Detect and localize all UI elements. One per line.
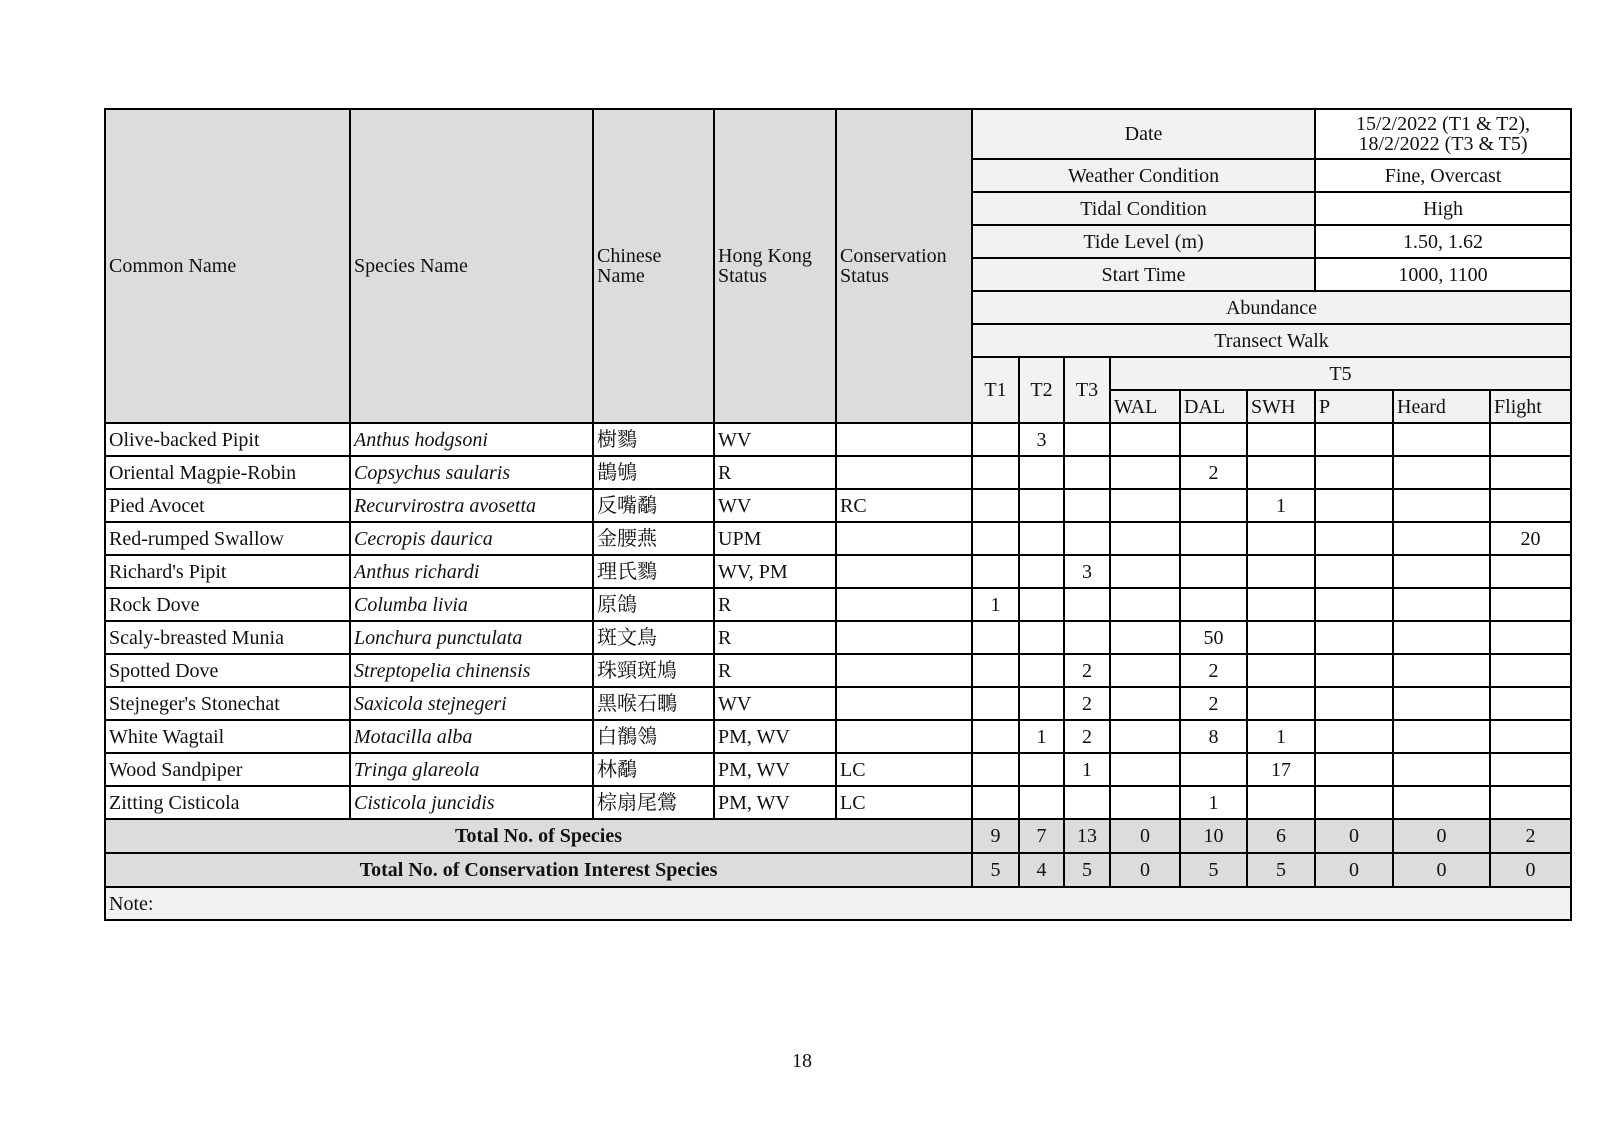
heard-count-cell: [1393, 588, 1490, 621]
heard-count-cell: [1393, 654, 1490, 687]
t2-count-cell: [1019, 555, 1064, 588]
common-name-cell: Zitting Cisticola: [105, 786, 350, 819]
total-species-heard: 0: [1393, 819, 1490, 853]
col-p: P: [1315, 390, 1393, 423]
conservation-status-cell: [836, 423, 972, 456]
chinese-name-cell: 林鷸: [593, 753, 714, 786]
t2-count-cell: [1019, 654, 1064, 687]
t1-count-cell: [972, 489, 1019, 522]
p-count-cell: [1315, 522, 1393, 555]
common-name-cell: Scaly-breasted Munia: [105, 621, 350, 654]
chinese-name-cell: 黑喉石䳭: [593, 687, 714, 720]
t2-count-cell: [1019, 621, 1064, 654]
chinese-name-cell: 白鶺鴒: [593, 720, 714, 753]
hk-status-cell: WV, PM: [714, 555, 836, 588]
dal-count-cell: 8: [1180, 720, 1247, 753]
wal-count-cell: [1110, 654, 1180, 687]
swh-count-cell: 17: [1247, 753, 1315, 786]
t2-count-cell: [1019, 489, 1064, 522]
t3-count-cell: 2: [1064, 654, 1110, 687]
dal-count-cell: [1180, 555, 1247, 588]
table-row: [105, 456, 1571, 489]
dal-count-cell: 2: [1180, 456, 1247, 489]
heard-count-cell: [1393, 423, 1490, 456]
t1-count-cell: [972, 522, 1019, 555]
flight-count-cell: [1490, 555, 1571, 588]
wal-count-cell: [1110, 489, 1180, 522]
swh-count-cell: [1247, 654, 1315, 687]
hk-status-cell: WV: [714, 423, 836, 456]
t2-count-cell: 1: [1019, 720, 1064, 753]
total-conservation-t2: 4: [1019, 853, 1064, 887]
start-time-value: 1000, 1100: [1315, 258, 1571, 291]
p-count-cell: [1315, 588, 1393, 621]
species-name-cell: Copsychus saularis: [350, 456, 593, 489]
swh-count-cell: [1247, 555, 1315, 588]
heard-count-cell: [1393, 522, 1490, 555]
wal-count-cell: [1110, 621, 1180, 654]
hk-status-cell: PM, WV: [714, 720, 836, 753]
flight-count-cell: [1490, 654, 1571, 687]
hk-status-cell: WV: [714, 687, 836, 720]
total-species-dal: 10: [1180, 819, 1247, 853]
heard-count-cell: [1393, 621, 1490, 654]
species-name-cell: Saxicola stejnegeri: [350, 687, 593, 720]
total-conservation-label: Total No. of Conservation Interest Species: [105, 853, 972, 887]
conservation-status-cell: [836, 456, 972, 489]
t1-count-cell: [972, 786, 1019, 819]
dal-count-cell: [1180, 522, 1247, 555]
p-count-cell: [1315, 456, 1393, 489]
table-row: [105, 621, 1571, 654]
common-name-cell: Olive-backed Pipit: [105, 423, 350, 456]
hk-status-cell: UPM: [714, 522, 836, 555]
col-swh: SWH: [1247, 390, 1315, 423]
wal-count-cell: [1110, 555, 1180, 588]
col-wal: WAL: [1110, 390, 1180, 423]
total-species-t2: 7: [1019, 819, 1064, 853]
swh-count-cell: [1247, 456, 1315, 489]
t2-count-cell: [1019, 687, 1064, 720]
tidal-label: Tidal Condition: [972, 192, 1315, 225]
t3-count-cell: [1064, 423, 1110, 456]
common-name-cell: White Wagtail: [105, 720, 350, 753]
t3-count-cell: [1064, 786, 1110, 819]
species-name-cell: Streptopelia chinensis: [350, 654, 593, 687]
page-number: 18: [792, 1050, 812, 1072]
t2-count-cell: [1019, 456, 1064, 489]
t3-count-cell: [1064, 588, 1110, 621]
hk-status-cell: R: [714, 588, 836, 621]
bird-survey-table: [104, 108, 1572, 921]
common-name-cell: Richard's Pipit: [105, 555, 350, 588]
total-conservation-p: 0: [1315, 853, 1393, 887]
total-conservation-swh: 5: [1247, 853, 1315, 887]
species-name-cell: Anthus richardi: [350, 555, 593, 588]
flight-count-cell: [1490, 456, 1571, 489]
conservation-status-cell: [836, 654, 972, 687]
chinese-name-cell: 反嘴鷸: [593, 489, 714, 522]
conservation-status-cell: [836, 720, 972, 753]
t1-count-cell: [972, 621, 1019, 654]
p-count-cell: [1315, 423, 1393, 456]
date-value: 15/2/2022 (T1 & T2), 18/2/2022 (T3 & T5): [1315, 109, 1571, 159]
t3-count-cell: 2: [1064, 687, 1110, 720]
heard-count-cell: [1393, 555, 1490, 588]
col-t5: T5: [1110, 357, 1571, 390]
header-hk-status: Hong Kong Status: [714, 109, 836, 423]
col-heard: Heard: [1393, 390, 1490, 423]
wal-count-cell: [1110, 588, 1180, 621]
chinese-name-cell: 鵲鴝: [593, 456, 714, 489]
dal-count-cell: 50: [1180, 621, 1247, 654]
total-species-t3: 13: [1064, 819, 1110, 853]
dal-count-cell: 2: [1180, 654, 1247, 687]
table-row: [105, 522, 1571, 555]
total-conservation-flight: 0: [1490, 853, 1571, 887]
table-row: [105, 555, 1571, 588]
t3-count-cell: 3: [1064, 555, 1110, 588]
swh-count-cell: [1247, 786, 1315, 819]
header-species-name: Species Name: [350, 109, 593, 423]
swh-count-cell: 1: [1247, 720, 1315, 753]
p-count-cell: [1315, 654, 1393, 687]
p-count-cell: [1315, 786, 1393, 819]
common-name-cell: Wood Sandpiper: [105, 753, 350, 786]
flight-count-cell: [1490, 687, 1571, 720]
table-row: [105, 687, 1571, 720]
p-count-cell: [1315, 555, 1393, 588]
hk-status-cell: R: [714, 456, 836, 489]
t1-count-cell: [972, 555, 1019, 588]
header-chinese-name: Chinese Name: [593, 109, 714, 423]
t3-count-cell: [1064, 489, 1110, 522]
chinese-name-cell: 斑文鳥: [593, 621, 714, 654]
species-name-cell: Lonchura punctulata: [350, 621, 593, 654]
wal-count-cell: [1110, 687, 1180, 720]
conservation-status-cell: [836, 621, 972, 654]
col-t3: T3: [1064, 357, 1110, 423]
common-name-cell: Pied Avocet: [105, 489, 350, 522]
col-dal: DAL: [1180, 390, 1247, 423]
chinese-name-cell: 珠頸斑鳩: [593, 654, 714, 687]
species-name-cell: Cisticola juncidis: [350, 786, 593, 819]
wal-count-cell: [1110, 720, 1180, 753]
swh-count-cell: [1247, 423, 1315, 456]
hk-status-cell: PM, WV: [714, 786, 836, 819]
total-conservation-t3: 5: [1064, 853, 1110, 887]
t3-count-cell: 1: [1064, 753, 1110, 786]
total-species-swh: 6: [1247, 819, 1315, 853]
wal-count-cell: [1110, 753, 1180, 786]
chinese-name-cell: 樹鷚: [593, 423, 714, 456]
dal-count-cell: [1180, 423, 1247, 456]
table-row: [105, 654, 1571, 687]
conservation-status-cell: [836, 522, 972, 555]
common-name-cell: Rock Dove: [105, 588, 350, 621]
species-name-cell: Motacilla alba: [350, 720, 593, 753]
chinese-name-cell: 棕扇尾鶯: [593, 786, 714, 819]
weather-label: Weather Condition: [972, 159, 1315, 192]
chinese-name-cell: 原鴿: [593, 588, 714, 621]
heard-count-cell: [1393, 489, 1490, 522]
flight-count-cell: [1490, 786, 1571, 819]
total-conservation-heard: 0: [1393, 853, 1490, 887]
table-row: [105, 720, 1571, 753]
hk-status-cell: R: [714, 621, 836, 654]
tidal-value: High: [1315, 192, 1571, 225]
conservation-status-cell: RC: [836, 489, 972, 522]
species-name-cell: Anthus hodgsoni: [350, 423, 593, 456]
start-time-label: Start Time: [972, 258, 1315, 291]
dal-count-cell: 1: [1180, 786, 1247, 819]
table-row: [105, 588, 1571, 621]
total-conservation-wal: 0: [1110, 853, 1180, 887]
t1-count-cell: [972, 423, 1019, 456]
table-row: [105, 753, 1571, 786]
header-common-name: Common Name: [105, 109, 350, 423]
chinese-name-cell: 理氏鷚: [593, 555, 714, 588]
t3-count-cell: 2: [1064, 720, 1110, 753]
table-row: [105, 786, 1571, 819]
wal-count-cell: [1110, 456, 1180, 489]
flight-count-cell: [1490, 753, 1571, 786]
heard-count-cell: [1393, 753, 1490, 786]
p-count-cell: [1315, 720, 1393, 753]
total-species-p: 0: [1315, 819, 1393, 853]
species-name-cell: Cecropis daurica: [350, 522, 593, 555]
table-row: [105, 489, 1571, 522]
date-label: Date: [972, 109, 1315, 159]
p-count-cell: [1315, 621, 1393, 654]
conservation-status-cell: [836, 555, 972, 588]
t2-count-cell: [1019, 522, 1064, 555]
swh-count-cell: [1247, 588, 1315, 621]
tide-level-value: 1.50, 1.62: [1315, 225, 1571, 258]
t1-count-cell: 1: [972, 588, 1019, 621]
t1-count-cell: [972, 753, 1019, 786]
hk-status-cell: R: [714, 654, 836, 687]
header-conservation-status: Conservation Status: [836, 109, 972, 423]
total-species-flight: 2: [1490, 819, 1571, 853]
p-count-cell: [1315, 489, 1393, 522]
t3-count-cell: [1064, 456, 1110, 489]
swh-count-cell: [1247, 687, 1315, 720]
common-name-cell: Oriental Magpie-Robin: [105, 456, 350, 489]
note: Note:: [105, 887, 1571, 920]
t3-count-cell: [1064, 522, 1110, 555]
flight-count-cell: 20: [1490, 522, 1571, 555]
flight-count-cell: [1490, 621, 1571, 654]
t2-count-cell: [1019, 588, 1064, 621]
species-name-cell: Columba livia: [350, 588, 593, 621]
t1-count-cell: [972, 687, 1019, 720]
species-name-cell: Tringa glareola: [350, 753, 593, 786]
wal-count-cell: [1110, 786, 1180, 819]
swh-count-cell: 1: [1247, 489, 1315, 522]
wal-count-cell: [1110, 522, 1180, 555]
chinese-name-cell: 金腰燕: [593, 522, 714, 555]
table-row: [105, 423, 1571, 456]
swh-count-cell: [1247, 621, 1315, 654]
common-name-cell: Stejneger's Stonechat: [105, 687, 350, 720]
total-species-label: Total No. of Species: [105, 819, 972, 853]
col-flight: Flight: [1490, 390, 1571, 423]
species-rows: [105, 423, 1571, 819]
heard-count-cell: [1393, 720, 1490, 753]
p-count-cell: [1315, 753, 1393, 786]
tide-level-label: Tide Level (m): [972, 225, 1315, 258]
hk-status-cell: WV: [714, 489, 836, 522]
conservation-status-cell: LC: [836, 753, 972, 786]
col-t1: T1: [972, 357, 1019, 423]
hk-status-cell: PM, WV: [714, 753, 836, 786]
flight-count-cell: [1490, 720, 1571, 753]
heard-count-cell: [1393, 786, 1490, 819]
total-species-wal: 0: [1110, 819, 1180, 853]
dal-count-cell: [1180, 489, 1247, 522]
total-species-t1: 9: [972, 819, 1019, 853]
flight-count-cell: [1490, 489, 1571, 522]
conservation-status-cell: LC: [836, 786, 972, 819]
t2-count-cell: [1019, 786, 1064, 819]
transect-walk-label: Transect Walk: [972, 324, 1571, 357]
t2-count-cell: 3: [1019, 423, 1064, 456]
conservation-status-cell: [836, 687, 972, 720]
total-conservation-t1: 5: [972, 853, 1019, 887]
t1-count-cell: [972, 720, 1019, 753]
common-name-cell: Red-rumped Swallow: [105, 522, 350, 555]
heard-count-cell: [1393, 456, 1490, 489]
t1-count-cell: [972, 456, 1019, 489]
p-count-cell: [1315, 687, 1393, 720]
col-t2: T2: [1019, 357, 1064, 423]
swh-count-cell: [1247, 522, 1315, 555]
conservation-status-cell: [836, 588, 972, 621]
t3-count-cell: [1064, 621, 1110, 654]
t2-count-cell: [1019, 753, 1064, 786]
wal-count-cell: [1110, 423, 1180, 456]
species-name-cell: Recurvirostra avosetta: [350, 489, 593, 522]
dal-count-cell: [1180, 588, 1247, 621]
weather-value: Fine, Overcast: [1315, 159, 1571, 192]
heard-count-cell: [1393, 687, 1490, 720]
total-conservation-dal: 5: [1180, 853, 1247, 887]
dal-count-cell: 2: [1180, 687, 1247, 720]
flight-count-cell: [1490, 588, 1571, 621]
common-name-cell: Spotted Dove: [105, 654, 350, 687]
dal-count-cell: [1180, 753, 1247, 786]
abundance-label: Abundance: [972, 291, 1571, 324]
t1-count-cell: [972, 654, 1019, 687]
flight-count-cell: [1490, 423, 1571, 456]
